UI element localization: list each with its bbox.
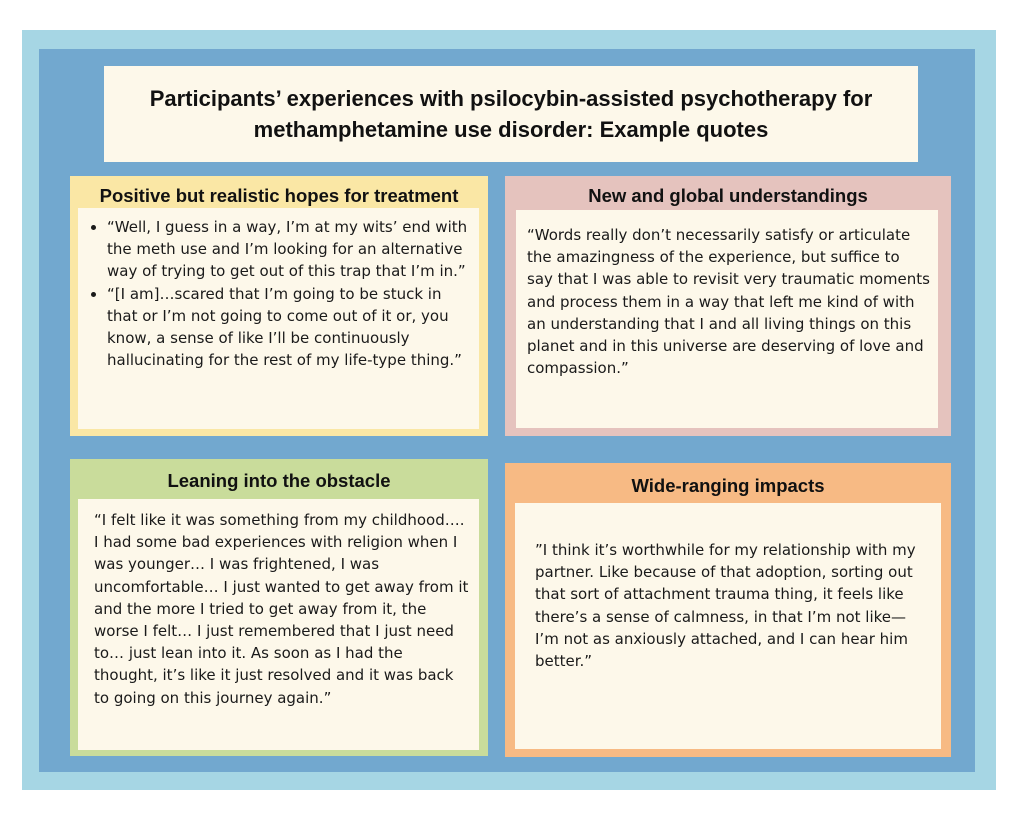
theme-heading: New and global understandings	[588, 185, 868, 206]
quote-box	[78, 208, 479, 429]
quote-box	[515, 503, 941, 749]
quote-box	[78, 499, 479, 750]
theme-heading: Positive but realistic hopes for treatment	[99, 185, 459, 206]
quote-item: • “[I am]…scared that I’m going to be stuck in that or I’m not going to come out of it or, you know, a sense of like I’ll be continuously hallucinating for the rest of my life-type thing.”	[107, 283, 473, 372]
quote-box	[516, 210, 938, 428]
page-title: Participants’ experiences with psilocybin-assisted psychotherapy for methamphetamine use disorder: Example quotes	[149, 86, 873, 142]
theme-card-obstacle	[70, 459, 488, 756]
theme-heading: Wide-ranging impacts	[631, 475, 825, 496]
theme-card-understandings	[505, 176, 951, 436]
quote-list	[90, 216, 473, 371]
theme-heading: Leaning into the obstacle	[167, 470, 391, 491]
theme-card-impacts	[505, 463, 951, 757]
quote-item: • “Well, I guess in a way, I’m at my wits’ end with the meth use and I’m looking for an alternative way of trying to get out of this trap that I’m in.”	[107, 216, 473, 283]
quote-text: “I felt like it was something from my childhood…. I had some bad experiences with religion when I was younger… I was frightened, I was uncomfortable… I just wanted to get away from it and the more I tried to get away from it, the worse I felt… I just remembered that I just need to… just lean into it. As soon as I had the thought, it’s like it just resolved and it was back to going on this journey again.”	[94, 511, 469, 707]
theme-card-hopes	[70, 176, 488, 436]
quote-text: “Words really don’t necessarily satisfy or articulate the amazingness of the experience, but suffice to say that I was able to revisit very traumatic moments and process them in a way that left me kind of with an understanding that I and all living things on this planet and in this universe are deserving of love and compassion.”	[527, 226, 930, 378]
title-box	[104, 66, 918, 162]
quote-text: ”I think it’s worthwhile for my relationship with my partner. Like because of that adoption, sorting out that sort of attachment trauma thing, it feels like there’s a sense of calmness, in that I’m not like—I’m not as anxiously attached, and I can hear him better.”	[535, 541, 916, 671]
